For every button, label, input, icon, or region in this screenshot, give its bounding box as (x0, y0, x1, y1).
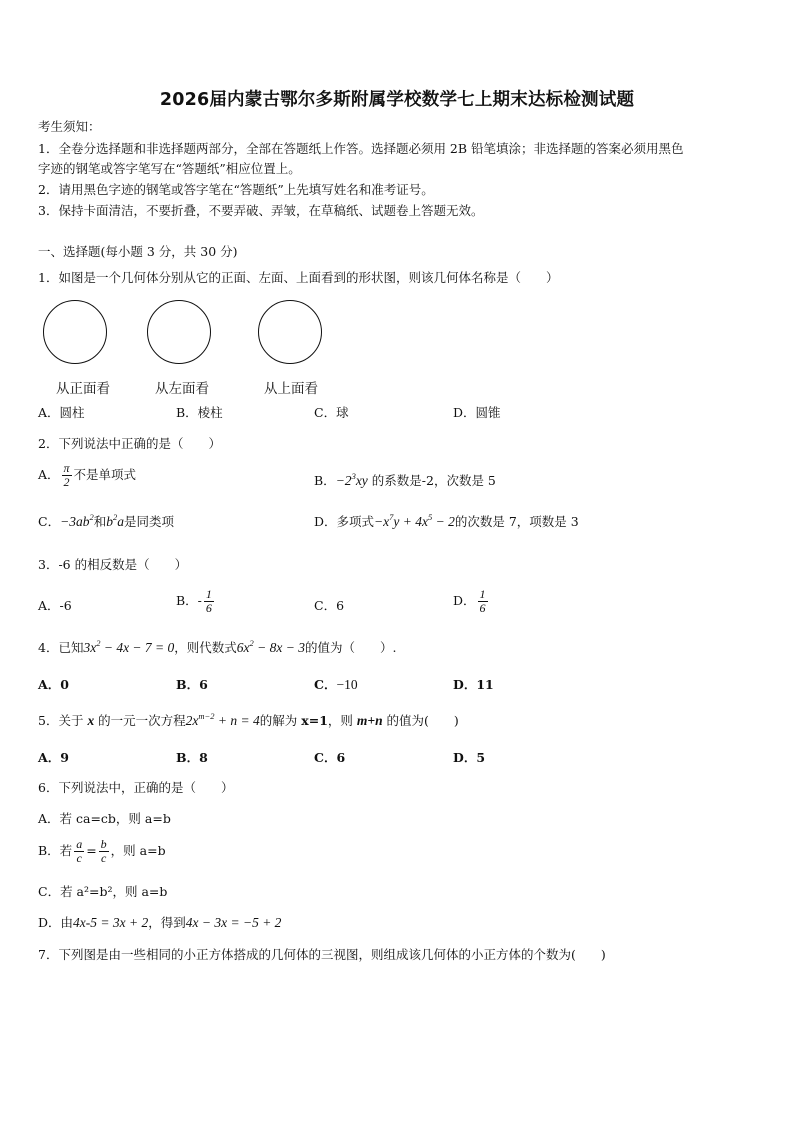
top-view-caption: 从上面看 (264, 381, 318, 397)
expression-part: − 8x − 3 (253, 640, 306, 655)
page-title: 2026届内蒙古鄂尔多斯附属学校数学七上期末达标检测试题 (159, 90, 635, 110)
notice-line-1b: 字迹的钢笔或答字笔写在“答题纸”相应位置上。 (38, 161, 301, 176)
fraction-denominator: 6 (205, 601, 212, 615)
q2-stem: 2．下列说法中正确的是（ ） (38, 436, 221, 451)
expression-part: − 2 (432, 514, 455, 529)
expression (237, 640, 305, 655)
fraction-numerator: 1 (479, 587, 486, 601)
q1-option-b: B．棱柱 (176, 405, 223, 420)
q5-option-c: C．6 (314, 750, 346, 765)
expression-part: 2x (185, 713, 199, 728)
b-over-c-fraction (99, 838, 109, 865)
one-sixth-fraction (478, 588, 488, 615)
option-label: B．若 (38, 843, 73, 858)
fraction-numerator: 1 (205, 587, 212, 601)
exponent: 7 (389, 512, 394, 522)
conjunction: 和 (93, 514, 107, 529)
stem-text: 的值为( ) (382, 713, 459, 728)
option-text: 的系数是-2，次数是 5 (367, 473, 496, 488)
expression-part: −3ab (60, 514, 90, 529)
top-view-circle (258, 300, 322, 364)
variable: x (87, 713, 95, 728)
q4-option-a: A．0 (38, 677, 69, 692)
q2-option-a (38, 462, 136, 489)
exponent: 5 (427, 512, 433, 522)
q6-option-a: A．若 ca=cb，则 a=b (38, 811, 171, 826)
q4-option-b: B．6 (176, 677, 208, 692)
stem-text: 的解为 (259, 713, 302, 728)
option-label: A． (38, 467, 60, 482)
q3-option-a: A．-6 (38, 598, 72, 613)
expression-part: xy (355, 473, 368, 488)
option-text: 是同类项 (123, 514, 174, 529)
q6-option-d (38, 914, 281, 932)
notice-line-1a: 1．全卷分选择题和非选择题两部分，全部在答题纸上作答。选择题必须用 2B 铅笔填涂；非选择题的答案必须用黑色 (38, 141, 684, 156)
q5-option-d: D．5 (453, 750, 486, 765)
expression-part: −x (374, 514, 390, 529)
section-heading: 一、选择题(每小题 3 分，共 30 分) (38, 244, 238, 259)
q4-option-c (314, 676, 358, 694)
q7-stem: 7．下列图是由一些相同的小正方体搭成的几何体的三视图，则组成该几何体的小正方体的个数为( ) (38, 947, 606, 962)
expression-part: + n = 4 (214, 713, 260, 728)
option-label: B．- (176, 593, 202, 608)
equation (186, 713, 260, 728)
q3-option-b (176, 588, 216, 615)
option-label: C． (314, 677, 337, 692)
stem-text: 的一元一次方程 (94, 713, 186, 728)
pi-over-2-fraction (62, 462, 72, 489)
option-text: 不是单项式 (73, 467, 137, 482)
notice-line-3: 3．保持卡面清洁，不要折叠，不要弄破、弄皱，在草稿纸、试题卷上答题无效。 (38, 203, 484, 218)
notice-line-2: 2．请用黑色字迹的钢笔或答字笔在“答题纸”上先填写姓名和准考证号。 (38, 182, 434, 197)
q3-option-d (453, 588, 490, 615)
expression-part: y + 4x (393, 514, 428, 529)
option-label: D． (453, 593, 476, 608)
expression: m+n (356, 713, 383, 728)
exponent: 2 (112, 512, 118, 522)
fraction-denominator: 6 (479, 601, 486, 615)
q3-option-c: C．6 (314, 598, 345, 613)
fraction-numerator: a (76, 837, 83, 851)
q5-option-a: A．9 (38, 750, 69, 765)
q4-stem (38, 639, 397, 657)
expression-part: − 4x − 7 = 0 (100, 640, 175, 655)
stem-text: 的值为（ ）. (305, 640, 397, 655)
q5-option-b: B．8 (176, 750, 208, 765)
exponent: 2 (89, 512, 94, 522)
expression-part: 6x (236, 640, 250, 655)
a-over-c-fraction (74, 838, 84, 865)
q1-option-a: A．圆柱 (38, 405, 85, 420)
equals-sign: = (86, 843, 97, 858)
exponent: 2 (96, 638, 101, 648)
q1-option-d: D．圆锥 (453, 405, 501, 420)
q5-stem (38, 712, 459, 730)
q6-option-c: C．若 a²=b²，则 a=b (38, 884, 168, 899)
expression-part: −2 (335, 473, 352, 488)
stem-text: 4．已知 (38, 640, 84, 655)
q1-option-c: C．球 (314, 405, 349, 420)
expression (106, 514, 124, 529)
q6-option-b (38, 838, 166, 865)
stem-text: ，则 (327, 713, 357, 728)
equation: 4x − 3x = −5 + 2 (185, 915, 282, 930)
option-label: C． (38, 514, 61, 529)
q1-stem: 1．如图是一个几何体分别从它的正面、左面、上面看到的形状图，则该几何体名称是（ ） (38, 270, 559, 285)
option-text: ，得到 (148, 915, 186, 930)
option-value: −10 (336, 677, 358, 692)
front-view-circle (43, 300, 107, 364)
fraction-denominator: c (76, 851, 82, 865)
fraction-denominator: 2 (63, 475, 70, 489)
left-view-caption: 从左面看 (155, 381, 209, 397)
one-sixth-fraction (204, 588, 214, 615)
left-view-circle (147, 300, 211, 364)
q4-option-d: D．11 (453, 677, 494, 692)
expression (60, 514, 94, 529)
solution: x=1 (301, 713, 328, 728)
fraction-denominator: c (101, 851, 107, 865)
fraction-numerator: π (63, 461, 70, 475)
equation (83, 640, 174, 655)
exponent: 3 (351, 471, 356, 481)
q2-option-b (314, 472, 496, 490)
option-label: D．多项式 (314, 514, 375, 529)
option-text: ，则 a=b (110, 843, 166, 858)
q2-option-d (314, 513, 579, 531)
exponent: m−2 (198, 711, 215, 721)
notice-heading: 考生须知： (38, 119, 101, 134)
option-label: D．由 (38, 915, 74, 930)
expression-part: a (117, 514, 124, 529)
front-view-caption: 从正面看 (56, 381, 110, 397)
polynomial (374, 514, 455, 529)
option-text: 的次数是 7，项数是 3 (454, 514, 579, 529)
q6-stem: 6．下列说法中，正确的是（ ） (38, 780, 234, 795)
stem-text: 5．关于 (38, 713, 88, 728)
expression-part: b (106, 514, 113, 529)
expression-part: 3x (83, 640, 97, 655)
exponent: 2 (249, 638, 254, 648)
q2-option-c (38, 513, 174, 531)
fraction-numerator: b (100, 837, 107, 851)
stem-text: ，则代数式 (174, 640, 237, 655)
equation: 4x-5 = 3x + 2 (73, 915, 149, 930)
option-label: B． (314, 473, 336, 488)
expression (336, 473, 368, 488)
q3-stem: 3．-6 的相反数是（ ） (38, 557, 188, 572)
